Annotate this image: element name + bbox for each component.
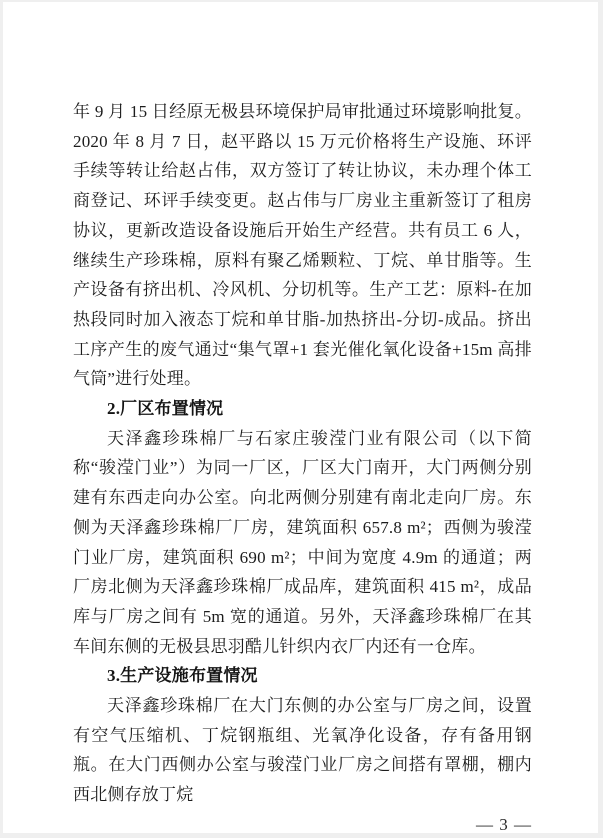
page-number: — 3 — — [476, 814, 532, 833]
document-page — [3, 2, 598, 833]
heading-factory-layout: 2.厂区布置情况 — [107, 399, 224, 419]
paragraph-production-facilities: 天泽鑫珍珠棉厂在大门东侧的办公室与厂房之间，设置有空气压缩机、丁烷钢瓶组、光氧净化设备，存有备用钢瓶。在大门西侧办公室与骏滢门业厂房之间搭有罩棚，棚内西北侧存放丁烷 — [73, 696, 532, 805]
heading-production-facilities: 3.生产设施布置情况 — [107, 666, 258, 686]
paragraph-production-history: 年 9 月 15 日经原无极县环境保护局审批通过环境影响批复。2020 年 8 月 7 日，赵平路以 15 万元价格将生产设施、环评手续等转让给赵占伟，双方签订了转让协议，未办理个体工商登记、环评手续变更。赵占伟与厂房业主重新签订了租房协议，更新改造设备设施后开始生产经营。共有员工 6 人，继续生产珍珠棉，原料有聚乙烯颗粒、丁烷、单甘脂等。生产设备有挤出机、冷风机、分切机等。生产工艺：原料-在加热段同时加入液态丁烷和单甘脂-加热挤出-分切-成品。挤出工序产生的废气通过“集气罩+1 套光催化氧化设备+15m 高排气筒”进行处理。 — [73, 102, 532, 389]
paragraph-factory-layout: 天泽鑫珍珠棉厂与石家庄骏滢门业有限公司（以下简称“骏滢门业”）为同一厂区，厂区大门南开，大门两侧分别建有东西走向办公室。向北两侧分别建有南北走向厂房。东侧为天泽鑫珍珠棉厂厂房，建筑面积 657.8 m²；西侧为骏滢门业厂房，建筑面积 690 m²；中间为宽度 4.9m 的通道；两厂房北侧为天泽鑫珍珠棉厂成品库，建筑面积 415 m²，成品库与厂房之间有 5m 宽的通道。另外，天泽鑫珍珠棉厂在其车间东侧的无极县思羽酷儿针织内衣厂内还有一仓库。 — [73, 428, 532, 656]
document-content — [3, 2, 598, 833]
